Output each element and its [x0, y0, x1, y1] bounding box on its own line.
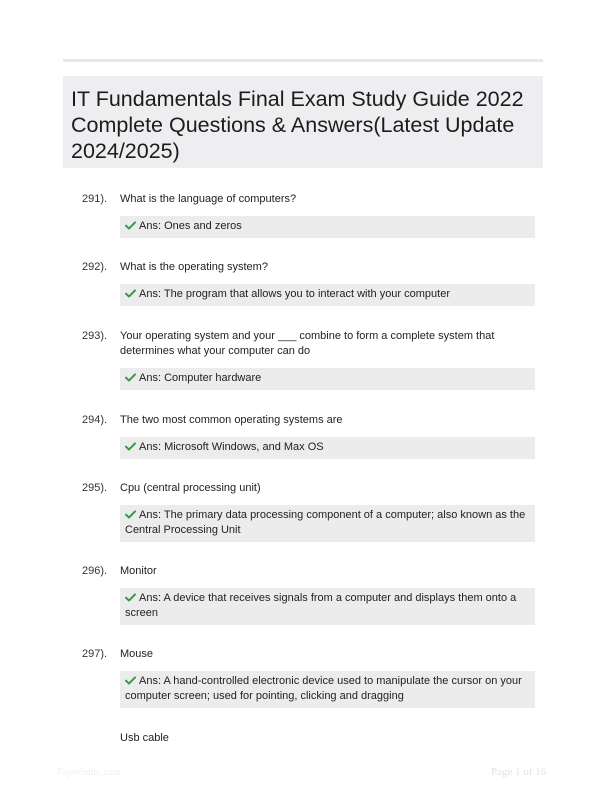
title-banner — [63, 76, 543, 168]
question-text: What is the language of computers? — [120, 193, 297, 205]
answer-box — [120, 437, 535, 459]
answer-text: Ans: A device that receives signals from a computer and displays them onto a screen — [125, 592, 517, 619]
checkmark-icon — [125, 593, 136, 602]
checkmark-icon — [125, 676, 136, 685]
question-item — [82, 192, 542, 238]
answer-text: Ans: Computer hardware — [139, 372, 262, 384]
question-number — [82, 731, 120, 746]
question-number: 294). — [82, 414, 108, 426]
question-text: Your operating system and your ___ combine to form a complete system that determines what your computer can do — [120, 330, 495, 357]
question-item — [82, 413, 542, 459]
checkmark-icon — [125, 373, 136, 382]
document-title: IT Fundamentals Final Exam Study Guide 2022 Complete Questions & Answers(Latest Update 2024/2025) — [71, 87, 524, 163]
question-text: What is the operating system? — [120, 261, 268, 273]
answer-text: Ans: The primary data processing component of a computer; also known as the Central Processing Unit — [125, 509, 526, 536]
question-text: Cpu (central processing unit) — [120, 482, 261, 494]
footer-watermark: PaperStitic.com — [57, 767, 121, 778]
question-text: Usb cable — [120, 732, 169, 744]
answer-box — [120, 671, 535, 708]
top-divider — [63, 59, 543, 62]
question-number: 293). — [82, 330, 108, 342]
answer-text: Ans: Ones and zeros — [139, 220, 242, 232]
question-item — [82, 481, 542, 542]
question-item — [82, 329, 542, 390]
question-item — [82, 647, 542, 708]
checkmark-icon — [125, 221, 136, 230]
question-number: 297). — [82, 648, 108, 660]
answer-box — [120, 216, 535, 238]
answer-box — [120, 368, 535, 390]
answer-text: Ans: The program that allows you to interact with your computer — [139, 288, 450, 300]
question-item — [82, 564, 542, 625]
question-text: The two most common operating systems are — [120, 414, 343, 426]
answer-box — [120, 588, 535, 625]
answer-text: Ans: A hand-controlled electronic device used to manipulate the cursor on your computer screen; used for pointing, clicking and dragging — [125, 675, 522, 702]
checkmark-icon — [125, 510, 136, 519]
checkmark-icon — [125, 289, 136, 298]
question-number: 292). — [82, 261, 108, 273]
page-indicator: Page 1 of 16 — [491, 766, 547, 778]
answer-box — [120, 284, 535, 306]
question-number: 291). — [82, 193, 108, 205]
checkmark-icon — [125, 442, 136, 451]
question-number: 296). — [82, 565, 108, 577]
question-text: Monitor — [120, 565, 157, 577]
question-item-partial — [82, 731, 542, 746]
answer-box — [120, 505, 535, 542]
question-item — [82, 260, 542, 306]
question-number: 295). — [82, 482, 108, 494]
answer-text: Ans: Microsoft Windows, and Max OS — [139, 441, 324, 453]
question-text: Mouse — [120, 648, 154, 660]
